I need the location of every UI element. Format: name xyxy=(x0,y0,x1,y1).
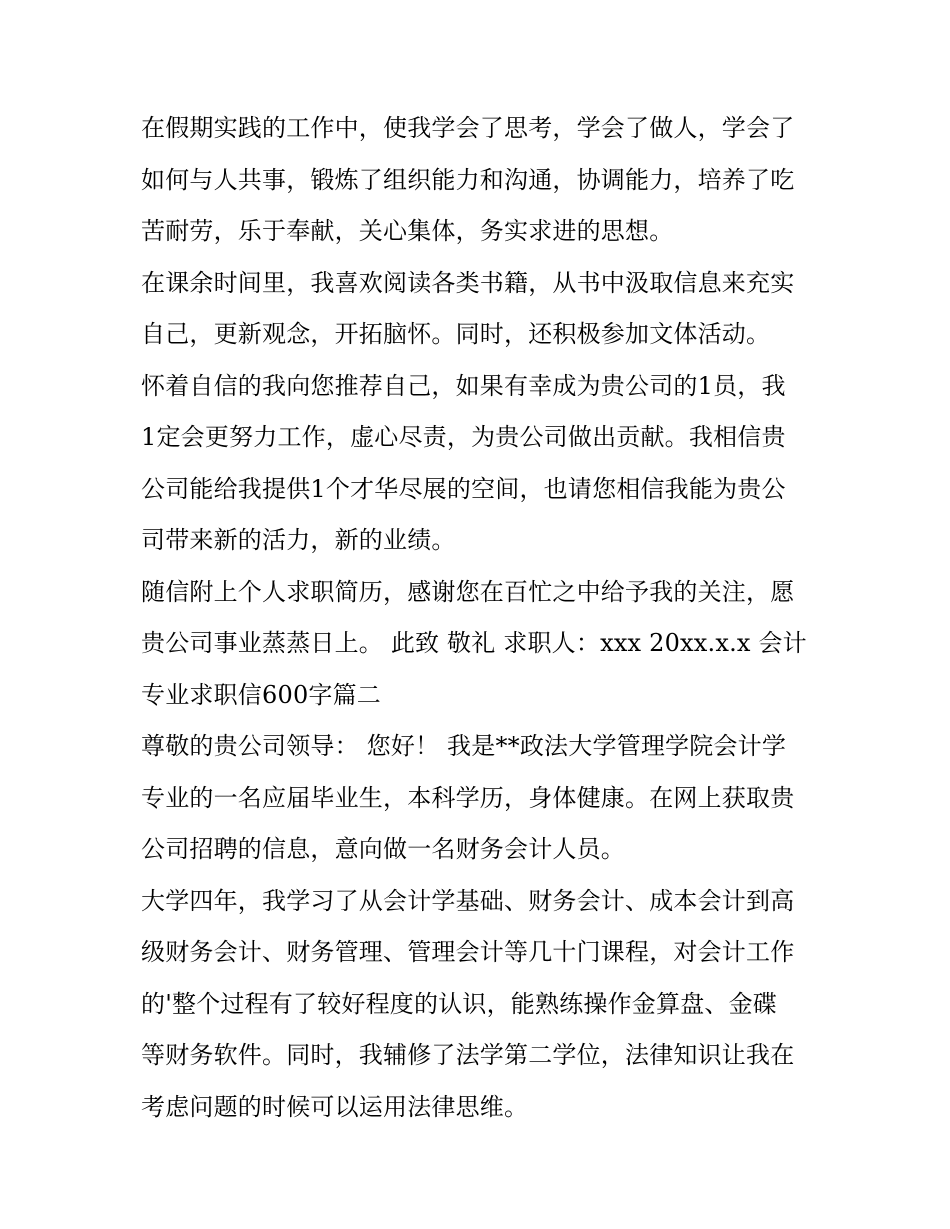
text-line: 公司能给我提供1个才华尽展的空间，也请您相信我能为贵公 xyxy=(141,474,786,503)
text-line: 在假期实践的工作中，使我学会了思考，学会了做人，学会了 xyxy=(141,114,795,142)
text-line: 随信附上个人求职简历，感谢您在百忙之中给予我的关注，愿 xyxy=(141,577,795,606)
text-line: 的'整个过程有了较好程度的认识，能熟练操作金算盘、金碟 xyxy=(141,989,777,1018)
text-line: 1定会更努力工作，虚心尽责，为贵公司做出贡献。我相信贵 xyxy=(141,423,786,451)
text-line: 考虑问题的时候可以运用法律思维。 xyxy=(141,1092,529,1121)
document-body xyxy=(141,103,821,1133)
text-line: 怀着自信的我向您推荐自己，如果有幸成为贵公司的1员，我 xyxy=(141,371,786,400)
text-line: 公司招聘的信息，意向做一名财务会计人员。 xyxy=(141,835,625,863)
text-line: 自己，更新观念，开拓脑怀。同时，还积极参加文体活动。 xyxy=(141,320,771,348)
text-line: 在课余时间里，我喜欢阅读各类书籍，从书中汲取信息来充实 xyxy=(141,268,795,297)
text-line: 苦耐劳，乐于奉献，关心集体，务实求进的思想。 xyxy=(141,217,674,245)
text-line: 司带来新的活力，新的业绩。 xyxy=(141,526,456,554)
text-line: 大学四年，我学习了从会计学基础、财务会计、成本会计到高 xyxy=(141,886,795,915)
text-line: 如何与人共事，锻炼了组织能力和沟通，协调能力，培养了吃 xyxy=(141,165,795,194)
text-line: 贵公司事业蒸蒸日上。 此致 敬礼 求职人：xxx 20xx.x.x 会计 xyxy=(141,629,807,657)
text-line: 尊敬的贵公司领导： 您好！ 我是**政法大学管理学院会计学 xyxy=(141,732,787,760)
text-line: 专业的一名应届毕业生，本科学历，身体健康。在网上获取贵 xyxy=(141,783,795,812)
text-line: 等财务软件。同时，我辅修了法学第二学位，法律知识让我在 xyxy=(141,1041,795,1069)
text-line: 级财务会计、财务管理、管理会计等几十门课程，对会计工作 xyxy=(141,938,795,966)
section-heading: 专业求职信600字篇二 xyxy=(141,680,382,709)
